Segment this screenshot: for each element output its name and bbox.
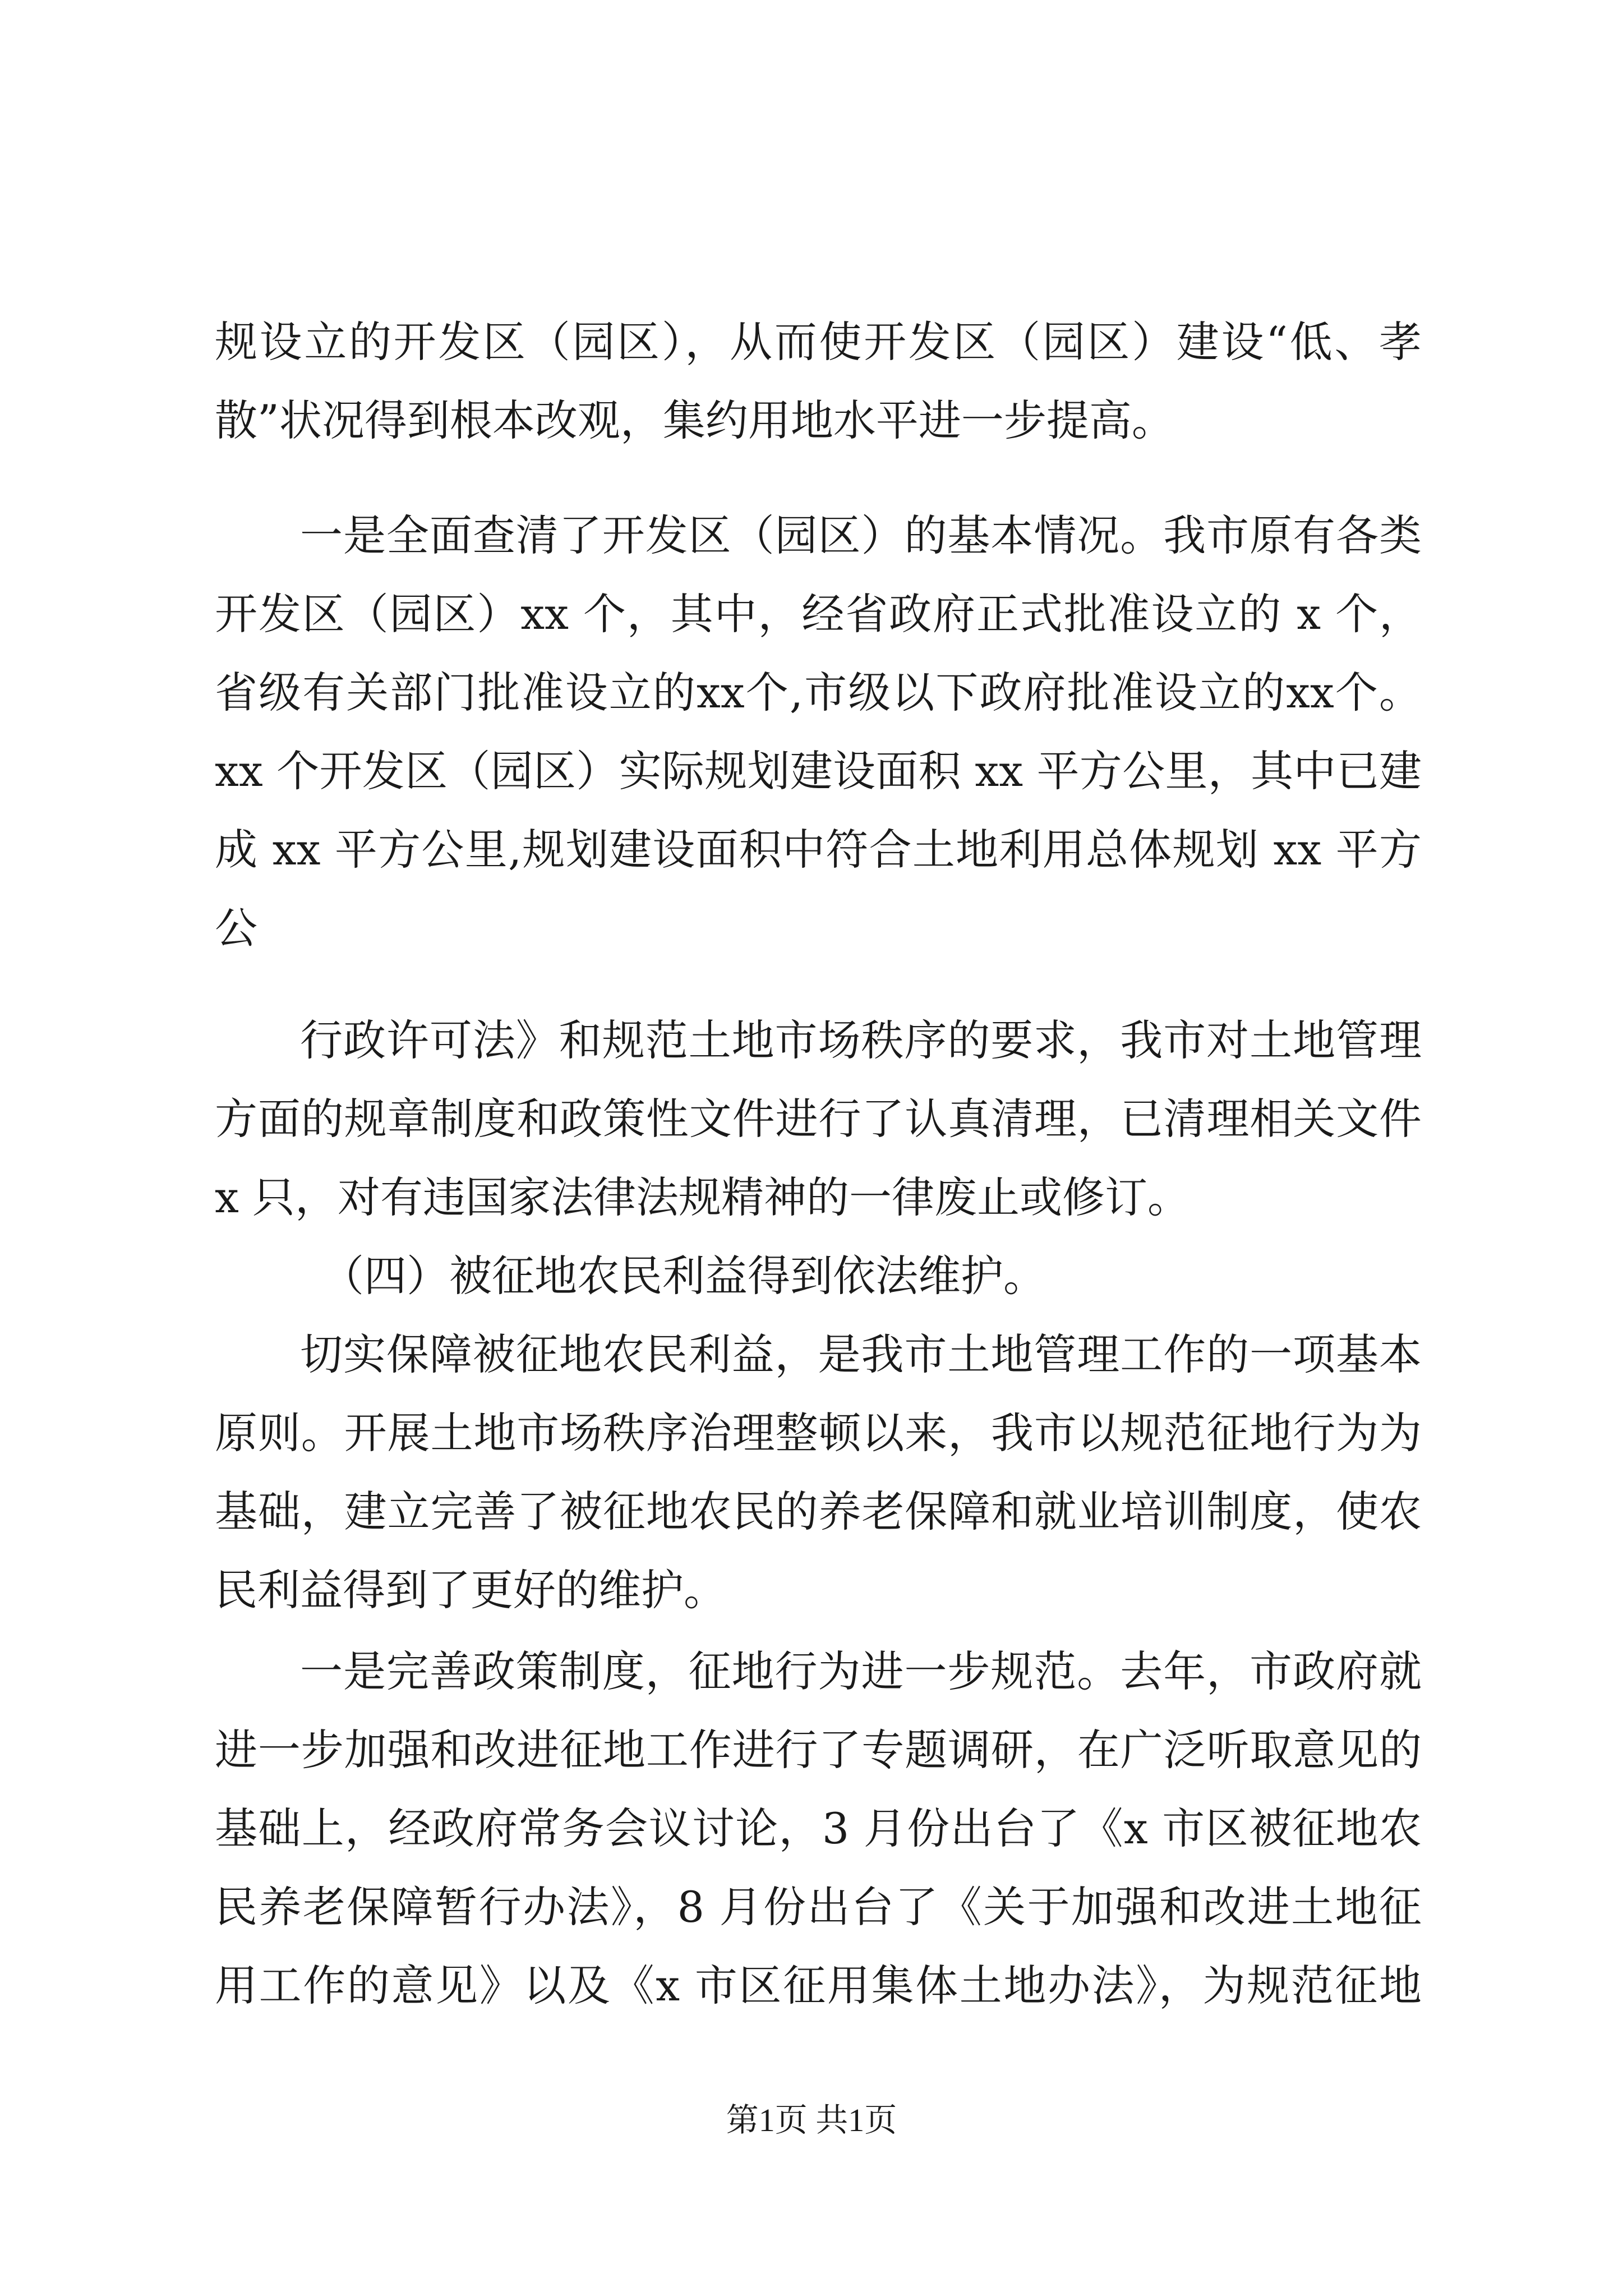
body-text-line: 民利益得到了更好的维护。: [215, 1565, 726, 1615]
body-text-line: 进一步加强和改进征地工作进行了专题调研，在广泛听取意见的: [215, 1725, 1422, 1775]
paragraph-first-line: 一是完善政策制度，征地行为进一步规范。去年，市政府就: [300, 1646, 1422, 1696]
body-text-line: 方面的规章制度和政策性文件进行了认真清理，已清理相关文件: [215, 1094, 1422, 1144]
body-text-line: 用工作的意见》以及《x 市区征用集体土地办法》，为规范征地: [215, 1961, 1422, 2010]
paragraph-first-line: 行政许可法》和规范土地市场秩序的要求，我市对土地管理: [300, 1015, 1422, 1065]
body-text-line: 基础上，经政府常务会议讨论，3 月份出台了《x 市区被征地农: [215, 1803, 1422, 1853]
body-text-line: 省级有关部门批准设立的xx个,市级以下政府批准设立的xx个。: [215, 668, 1422, 717]
paragraph-first-line: 切实保障被征地农民利益，是我市土地管理工作的一项基本: [300, 1329, 1422, 1379]
body-text-line: 民养老保障暂行办法》，8 月份出台了《关于加强和改进土地征: [215, 1882, 1422, 1932]
body-text-line: 原则。开展土地市场秩序治理整顿以来，我市以规范征地行为为: [215, 1408, 1422, 1458]
body-text-line: 开发区（园区）xx 个，其中，经省政府正式批准设立的 x 个，: [215, 589, 1422, 639]
body-text-line: 成 xx 平方公里,规划建设面积中符合土地利用总体规划 xx 平方: [215, 825, 1422, 875]
body-text-line: 公: [215, 903, 257, 953]
section-heading: （四）被征地农民利益得到依法维护。: [321, 1251, 1046, 1301]
body-text-line: 散”状况得到根本改观，集约用地水平进一步提高。: [215, 395, 1174, 445]
body-text-line: xx 个开发区（园区）实际规划建设面积 xx 平方公里，其中已建: [215, 746, 1422, 796]
body-text-line: x 只，对有违国家法律法规精神的一律废止或修订。: [215, 1172, 1191, 1222]
page-number-footer: 第1页 共1页: [726, 2102, 897, 2138]
paragraph-first-line: 一是全面查清了开发区（园区）的基本情况。我市原有各类: [300, 510, 1422, 560]
body-text-line: 规设立的开发区（园区），从而使开发区（园区）建设“低、孝: [215, 317, 1422, 367]
body-text-line: 基础，建立完善了被征地农民的养老保障和就业培训制度，使农: [215, 1487, 1422, 1536]
